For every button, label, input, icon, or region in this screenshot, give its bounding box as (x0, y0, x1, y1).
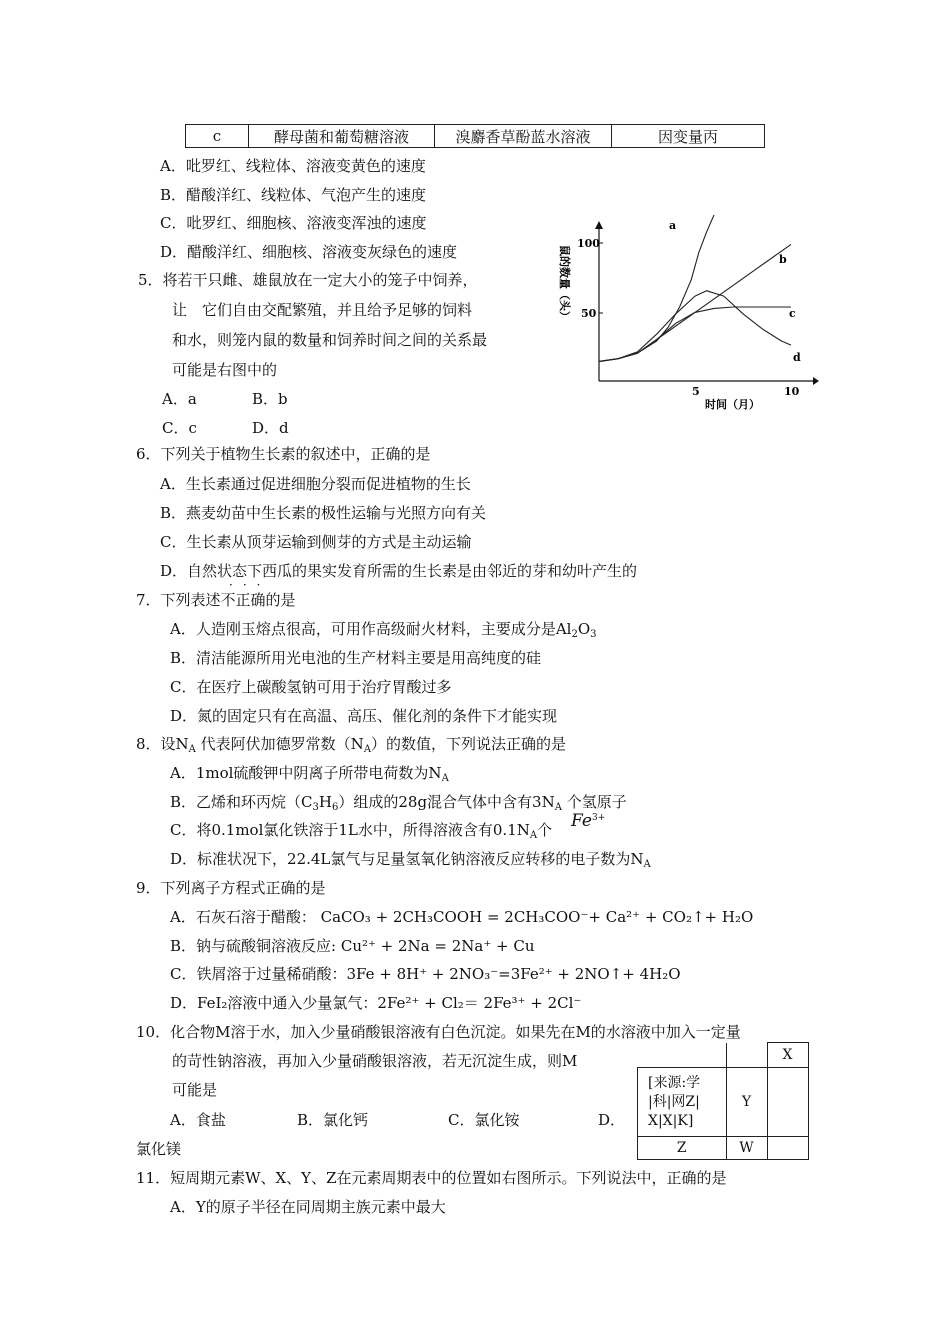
x-tick-label: 5 (692, 385, 700, 398)
superscript: 3+ (591, 813, 606, 823)
y-tick-label: 100 (577, 237, 600, 250)
q5-option-b: B．b (252, 390, 288, 408)
mouse-population-chart (555, 215, 825, 415)
y-axis-label: 鼠的数量（头） (558, 245, 571, 322)
q5-stem-line3: 和水，则笼内鼠的数量和饲养时间之间的关系最 (172, 331, 488, 349)
q5-option-a: A．a (162, 390, 197, 408)
q7-option-a-o: O (577, 620, 591, 638)
x-tick-label: 10 (784, 385, 800, 398)
subscript: 6 (331, 802, 339, 813)
q5-stem: 5．将若干只雌、雄鼠放在一定大小的笼子中饲养， (138, 271, 478, 289)
q8-option-b-mid: H (318, 793, 332, 811)
subscript: 3 (590, 629, 597, 640)
experiment-table (185, 124, 765, 148)
element-z: Z (638, 1137, 727, 1160)
q8-option-c-text: C．将0.1mol氯化铁溶于1L水中，所得溶液含有0.1N (170, 821, 530, 839)
subscript: A (188, 744, 196, 755)
subscript: A (363, 744, 372, 755)
source-watermark-line: |科|网Z| (648, 1093, 700, 1110)
subscript: 3 (312, 802, 319, 813)
series-line-c (599, 307, 791, 361)
source-watermark-line: [来源:学 (648, 1074, 701, 1091)
y-axis-arrow (595, 221, 603, 229)
q7-option-a (170, 619, 597, 645)
q6-option-a: A．生长素通过促进细胞分裂而促进植物的生长 (160, 475, 471, 493)
q6-option-d: D．自然状态下西瓜的果实发育所需的生长素是由邻近的芽和幼叶产生的 (160, 562, 638, 580)
element-y: Y (726, 1068, 767, 1137)
subscript: 2 (571, 629, 578, 640)
x-axis-arrow (813, 377, 819, 385)
q7-stem: 7．下列表述不正确的是 (136, 591, 296, 609)
q6-stem: 6．下列关于植物生长素的叙述中，正确的是 (136, 445, 431, 463)
q7-option-d: D．氮的固定只有在高温、高压、催化剂的条件下才能实现 (170, 707, 558, 725)
periodic-table-fragment (637, 1042, 809, 1160)
q9-option-d: D．FeI₂溶液中通入少量氯气：2Fe²⁺ + Cl₂＝ 2Fe³⁺ + 2Cl⁻ (170, 994, 582, 1012)
q8-option-b (170, 792, 627, 818)
element-w: W (726, 1137, 767, 1160)
q9-stem: 9．下列离子方程式正确的是 (136, 879, 326, 897)
q10-stem-line3: 可能是 (172, 1081, 218, 1099)
q5-stem-line4: 可能是右图中的 (172, 361, 278, 379)
element-z-label-cell (638, 1068, 727, 1137)
element-x: X (767, 1043, 808, 1068)
table-cell: c (186, 125, 249, 148)
q9-option-a: A．石灰石溶于醋酸： CaCO₃ + 2CH₃COOH = 2CH₃COO⁻+ Ca²⁺ + CO₂↑+ H₂O (170, 908, 754, 926)
q9-option-c: C．铁屑溶于过量稀硝酸：3Fe + 8H⁺ + 2NO₃⁻=3Fe²⁺ + 2NO↑+ 4H₂O (170, 965, 681, 983)
subscript: A (643, 859, 651, 870)
fe-symbol: Fe (571, 811, 592, 831)
q8-option-a-text: A．1mol硫酸钾中阴离子所带电荷数为N (170, 764, 442, 782)
q8-option-c-post: 个 (537, 821, 553, 839)
q10-option-b: B．氯化钙 (297, 1111, 369, 1129)
series-line-b (599, 244, 791, 361)
series-line-d (599, 291, 791, 362)
q10-option-c: C．氯化铵 (448, 1111, 520, 1129)
q10-option-a: A．食盐 (170, 1111, 226, 1129)
table-row (186, 125, 765, 148)
series-label-c: c (789, 307, 796, 320)
q4-option-b: B．醋酸洋红、线粒体、气泡产生的速度 (160, 186, 427, 204)
empty-cell (726, 1043, 767, 1068)
q4-option-c: C．吡罗红、细胞核、溶液变浑浊的速度 (160, 214, 427, 232)
q8-stem-mid: 代表阿伏加德罗常数（N (195, 735, 364, 753)
q9-option-b: B．钠与硫酸铜溶液反应: Cu²⁺ + 2Na = 2Na⁺ + Cu (170, 937, 535, 955)
q6-option-b: B．燕麦幼苗中生长素的极性运输与光照方向有关 (160, 504, 487, 522)
q8-option-d (170, 849, 651, 875)
x-axis-label: 时间（月） (705, 398, 760, 411)
subscript: A (529, 830, 538, 841)
q8-option-b-post: 个氢原子 (561, 793, 627, 811)
y-tick-label: 50 (581, 307, 597, 320)
q6-option-c: C．生长素从顶芽运输到侧芽的方式是主动运输 (160, 533, 472, 551)
subscript: A (441, 773, 449, 784)
table-cell: 酵母菌和葡萄糖溶液 (249, 125, 435, 148)
q10-stem-line2: 的苛性钠溶液，再加入少量硝酸银溶液，若无沉淀生成，则M (172, 1052, 578, 1070)
q8-stem (136, 734, 566, 760)
subscript: A (554, 802, 562, 813)
q8-option-c (170, 820, 552, 846)
q4-option-d: D．醋酸洋红、细胞核、溶液变灰绿色的速度 (160, 243, 458, 261)
empty-cell (767, 1137, 808, 1160)
q10-stem: 10．化合物M溶于水，加入少量硝酸银溶液有白色沉淀。如果先在M的水溶液中加入一定量 (136, 1023, 741, 1041)
q8-option-a (170, 763, 449, 789)
q8-option-d-text: D．标准状况下，22.4L氯气与足量氢氧化钠溶液反应转移的电子数为N (170, 850, 644, 868)
q11-option-a: A．Y的原子半径在同周期主族元素中最大 (170, 1198, 446, 1216)
q8-stem-post: ）的数值，下列说法正确的是 (371, 735, 567, 753)
q10-option-d-continued: 氯化镁 (136, 1140, 182, 1158)
fe-ion-formula (571, 808, 605, 831)
table-cell: 溴麝香草酚蓝水溶液 (435, 125, 612, 148)
q5-stem-line2: 让 它们自由交配繁殖，并且给予足够的饲料 (172, 301, 473, 319)
q7-option-b: B．清洁能源所用光电池的生产材料主要是用高纯度的硅 (170, 649, 542, 667)
q10-option-d: D． (598, 1111, 626, 1129)
q4-option-a: A．吡罗红、线粒体、溶液变黄色的速度 (160, 157, 426, 175)
q7-option-a-text: A．人造刚玉熔点很高，可用作高级耐火材料，主要成分是Al (170, 620, 572, 638)
series-label-b: b (779, 253, 787, 266)
table-cell: 因变量丙 (612, 125, 765, 148)
q11-stem: 11．短周期元素W、X、Y、Z在元素周期表中的位置如右图所示。下列说法中，正确的是 (136, 1169, 727, 1187)
q8-option-b-mid2: ）组成的28g混合气体中含有3N (338, 793, 555, 811)
source-watermark-line: X|X|K] (648, 1112, 694, 1129)
empty-cell (638, 1043, 727, 1068)
q5-option-c: C．c (162, 419, 197, 437)
q7-option-c: C．在医疗上碳酸氢钠可用于治疗胃酸过多 (170, 678, 452, 696)
series-label-d: d (793, 351, 801, 364)
emphasis-dots-text: ··· (229, 578, 271, 592)
q8-option-b-pre: B．乙烯和环丙烷（C (170, 793, 313, 811)
q5-option-d: D．d (252, 419, 289, 437)
empty-cell (767, 1068, 808, 1137)
series-label-a: a (669, 219, 677, 232)
q8-stem-pre: 8．设N (136, 735, 189, 753)
